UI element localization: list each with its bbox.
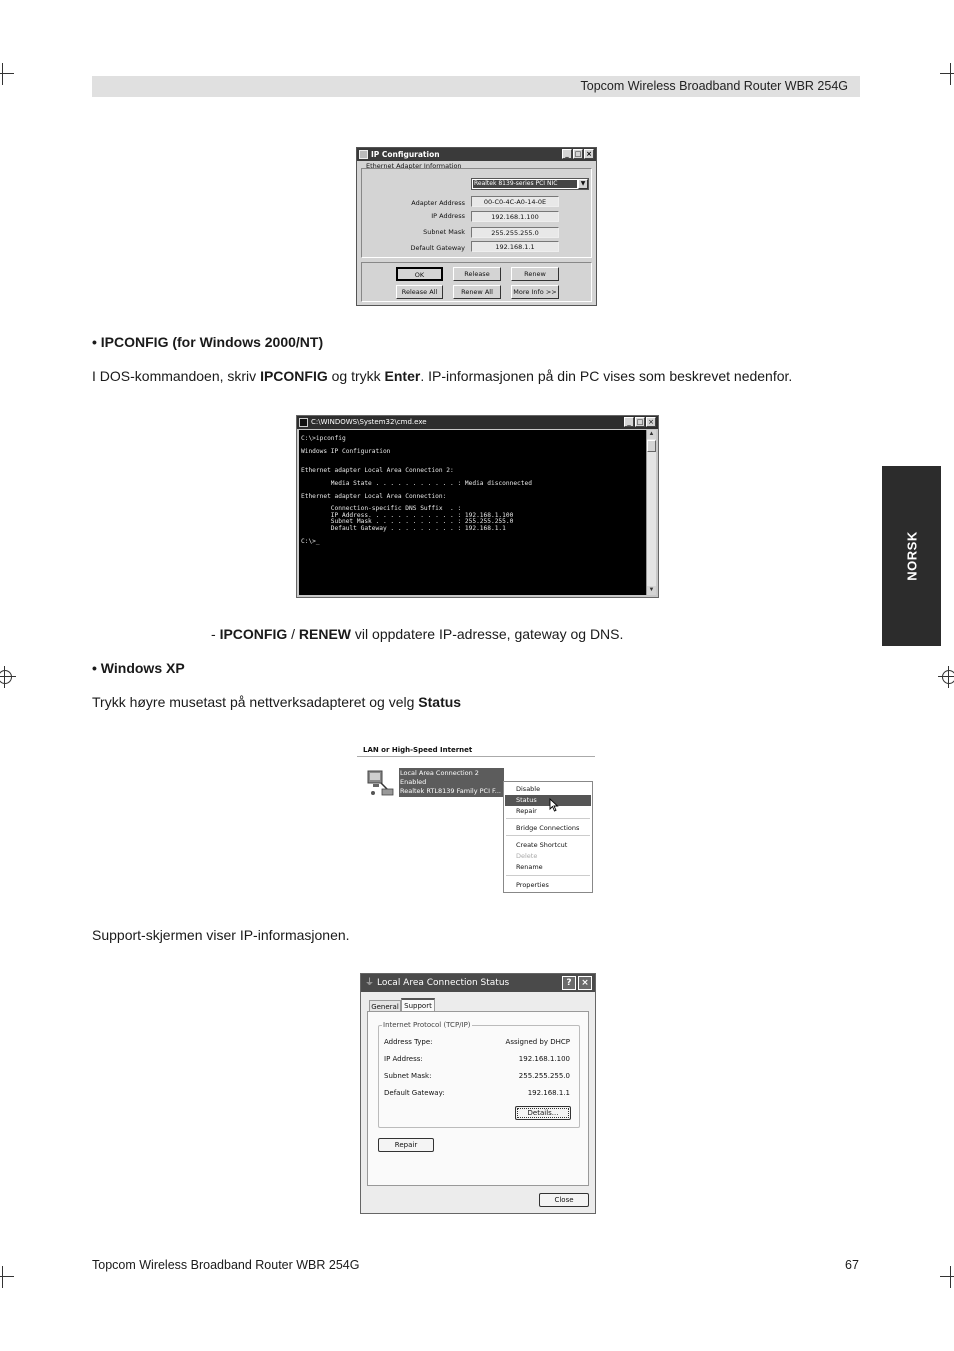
row-label: Default Gateway: [384, 1089, 445, 1097]
console-line: Windows IP Configuration [301, 447, 391, 455]
row-label: Subnet Mask: [384, 1072, 432, 1080]
scroll-thumb[interactable] [647, 440, 656, 452]
close-button[interactable]: Close [539, 1193, 589, 1207]
registration-mark [0, 63, 14, 85]
cmd-title: C:\WINDOWS\System32\cmd.exe [311, 418, 427, 426]
command-ipconfig: IPCONFIG [260, 368, 328, 384]
section-heading-windows-xp: • Windows XP [92, 660, 185, 676]
window-title: IP Configuration [371, 150, 440, 159]
close-icon[interactable]: × [646, 417, 656, 427]
console-line: IP Address. . . . . . . . . . . . : 192.168.1.100 [301, 511, 514, 519]
adapter-address-field: 00-C0-4C-A0-14-0E [471, 196, 559, 207]
instruction-text: I DOS-kommandoen, skriv [92, 368, 261, 384]
subnet-mask-field: 255.255.255.0 [471, 227, 559, 238]
maximize-icon[interactable]: □ [636, 418, 644, 426]
registration-mark [0, 1266, 14, 1288]
minimize-icon[interactable]: _ [562, 149, 572, 159]
scroll-up-icon[interactable]: ▲ [648, 431, 655, 437]
ip-configuration-window [356, 147, 597, 306]
field-label: Subnet Mask [423, 228, 465, 236]
scroll-down-icon[interactable]: ▼ [648, 587, 655, 593]
menu-item-bridge-connections[interactable]: Bridge Connections [516, 824, 580, 832]
menu-item-rename[interactable]: Rename [516, 863, 543, 871]
field-label: IP Address [431, 212, 465, 220]
console-line: Ethernet adapter Local Area Connection: [301, 492, 447, 500]
menu-item-repair[interactable]: Repair [516, 807, 537, 815]
note-text: / [287, 626, 299, 642]
cmd-icon [299, 418, 308, 427]
renew-button[interactable]: Renew [511, 267, 559, 281]
language-tab [882, 466, 941, 646]
menu-item-status[interactable]: Status [505, 795, 591, 806]
minimize-icon[interactable]: _ [624, 417, 634, 427]
default-gateway-value: 192.168.1.1 [527, 1089, 570, 1097]
key-enter: Enter [384, 368, 421, 384]
console-line: Subnet Mask . . . . . . . . . . . : 255.255.255.0 [301, 518, 514, 526]
group-label: Ethernet Adapter Information [366, 162, 462, 170]
console-line: Ethernet adapter Local Area Connection 2: [301, 467, 454, 475]
language-tab-label: NORSK [904, 531, 919, 581]
subnet-mask-value: 255.255.255.0 [518, 1072, 570, 1080]
tab-support[interactable]: Support [401, 998, 435, 1012]
close-icon[interactable]: × [578, 976, 592, 990]
release-all-button[interactable]: Release All [396, 285, 443, 299]
console-output[interactable] [299, 430, 647, 595]
address-type-value: Assigned by DHCP [505, 1038, 570, 1046]
menu-separator [506, 875, 590, 876]
adapter-select[interactable] [471, 178, 589, 190]
support-screen-text: Support-skjermen viser IP-informasjonen. [92, 927, 350, 943]
page-number: 67 [845, 1258, 859, 1272]
command-renew: RENEW [298, 626, 352, 642]
registration-mark [938, 666, 954, 688]
menu-separator [506, 835, 590, 836]
field-label: Default Gateway [410, 244, 465, 252]
instruction-text: Trykk høyre musetast på nettverksadapteret og velg [92, 694, 419, 710]
help-icon[interactable]: ? [562, 976, 576, 990]
section-heading-ipconfig: • IPCONFIG (for Windows 2000/NT) [92, 334, 324, 350]
renew-all-button[interactable]: Renew All [453, 285, 501, 299]
console-line: Media State . . . . . . . . . . . : Media disconnected [301, 479, 532, 487]
cmd-titlebar [297, 416, 658, 429]
network-connections-screenshot [357, 743, 597, 895]
close-icon[interactable]: × [584, 149, 594, 159]
instruction-line-1 [92, 368, 792, 384]
network-adapter-icon[interactable] [365, 767, 397, 799]
details-button[interactable]: Details... [515, 1106, 571, 1120]
menu-item-create-shortcut[interactable]: Create Shortcut [516, 841, 568, 849]
registration-mark [0, 666, 16, 688]
ip-address-value: 192.168.1.100 [518, 1055, 570, 1063]
adapter-status: Enabled [400, 778, 427, 786]
row-label: IP Address: [384, 1055, 423, 1063]
renew-note [211, 626, 623, 642]
registration-mark [940, 63, 954, 85]
group-title: LAN or High-Speed Internet [363, 746, 473, 754]
window-titlebar [357, 148, 596, 161]
status-window-title: Local Area Connection Status [377, 978, 510, 988]
console-line: Connection-specific DNS Suffix . : [301, 505, 462, 513]
note-text: vil oppdatere IP-adresse, gateway og DNS. [351, 626, 624, 642]
release-button[interactable]: Release [453, 267, 501, 281]
row-label: Address Type: [384, 1038, 433, 1046]
adapter-select-value: Realtek 8139-series PCI NIC [474, 180, 558, 187]
menu-separator [506, 818, 590, 819]
command-ipconfig: IPCONFIG [219, 626, 288, 642]
instruction-text: . IP-informasjonen på din PC vises som beskrevet nedenfor. [420, 368, 793, 384]
ok-button[interactable]: OK [396, 267, 443, 281]
more-info-button[interactable]: More Info >> [511, 285, 559, 299]
tab-general[interactable]: General [369, 1000, 401, 1012]
instruction-text: og trykk [327, 368, 385, 384]
status-keyword: Status [418, 694, 462, 710]
app-icon [359, 150, 368, 159]
ip-address-field: 192.168.1.100 [471, 211, 559, 222]
status-titlebar [361, 974, 595, 992]
support-tab-pane [367, 1011, 589, 1186]
console-line: C:\>ipconfig [301, 435, 346, 442]
instruction-line-2 [92, 694, 461, 710]
menu-item-delete: Delete [516, 852, 538, 860]
menu-item-disable[interactable]: Disable [516, 785, 541, 793]
group-label: Internet Protocol (TCP/IP) [383, 1021, 471, 1029]
field-label: Adapter Address [411, 199, 465, 207]
adapter-name: Local Area Connection 2 [400, 769, 479, 777]
network-icon: ⏚ [365, 978, 375, 988]
note-text: - [211, 626, 220, 642]
page-header [92, 76, 860, 97]
menu-item-properties[interactable]: Properties [516, 881, 549, 889]
mouse-cursor-icon [549, 798, 559, 812]
repair-button[interactable]: Repair [378, 1138, 434, 1152]
footer-title: Topcom Wireless Broadband Router WBR 254G [92, 1258, 360, 1272]
default-gateway-field: 192.168.1.1 [471, 241, 559, 252]
console-line: C:\>_ [301, 537, 320, 545]
vertical-scrollbar[interactable] [646, 430, 656, 595]
connection-status-window [360, 973, 596, 1214]
cmd-window [296, 415, 659, 598]
maximize-icon[interactable]: □ [574, 150, 582, 158]
chevron-down-icon[interactable]: ▼ [578, 179, 588, 189]
context-menu [503, 781, 593, 893]
registration-mark [940, 1266, 954, 1288]
adapter-device: Realtek RTL8139 Family PCI F... [400, 787, 501, 795]
header-title: Topcom Wireless Broadband Router WBR 254G [580, 79, 848, 93]
group-divider [357, 756, 595, 757]
console-line: Default Gateway . . . . . . . . . : 192.168.1.1 [301, 524, 506, 532]
